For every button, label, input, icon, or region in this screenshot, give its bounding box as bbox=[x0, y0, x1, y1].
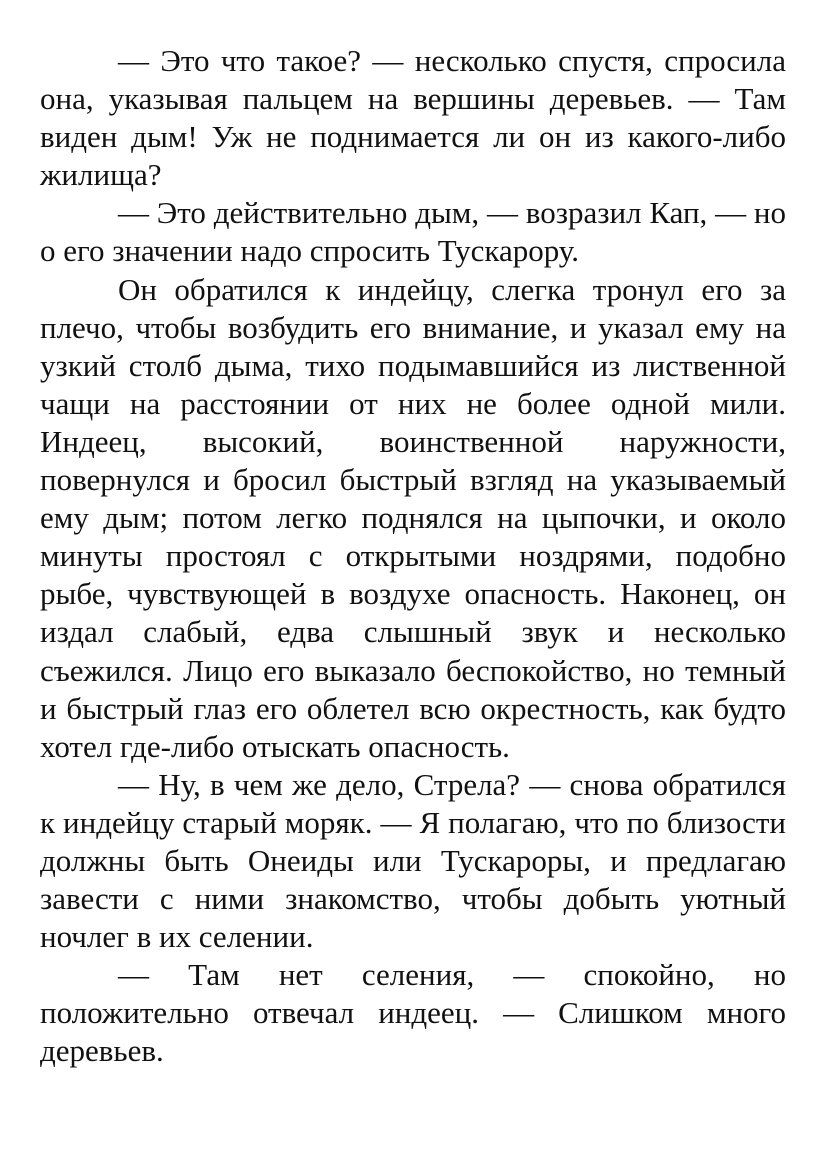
paragraph-4: — Ну, в чем же дело, Стрела? — снова обратился к индейцу старый моряк. — Я полагаю, что по близости должны быть Онеиды или Тускароры, и предлагаю завести с ними знакомство, чтобы добыть уютный ночлег в их селении. bbox=[40, 766, 786, 955]
book-page bbox=[40, 42, 786, 1071]
paragraph-1: — Это что такое? — несколько спустя, спросила она, указывая пальцем на вершины деревьев. — Там виден дым! Уж не поднимается ли он из какого-либо жилища? bbox=[40, 43, 786, 193]
paragraph-2: — Это действительно дым, — возразил Кап, — но о его значении надо спросить Тускарору. bbox=[40, 195, 786, 269]
paragraph-3: Он обратился к индейцу, слегка тронул его за плечо, чтобы возбудить его внимание, и указал ему на узкий столб дыма, тихо подымавшийся из лиственной чащи на расстоянии от них не более одной мили. Индеец, высокий, воинственной наружности, повернулся и бросил быстрый взгляд на указываемый ему дым; потом легко поднялся на цыпочки, и около минуты простоял с открытыми ноздрями, подобно рыбе, чувствующей в воздухе опасность. Наконец, он издал слабый, едва слышный звук и несколько съежился. Лицо его выказало беспокойство, но темный и быстрый глаз его облетел всю окрестность, как будто хотел где-либо отыскать опасность. bbox=[40, 271, 786, 764]
paragraph-5: — Там нет селения, — спокойно, но положительно отвечал индеец. — Слишком много деревьев. bbox=[40, 957, 786, 1069]
